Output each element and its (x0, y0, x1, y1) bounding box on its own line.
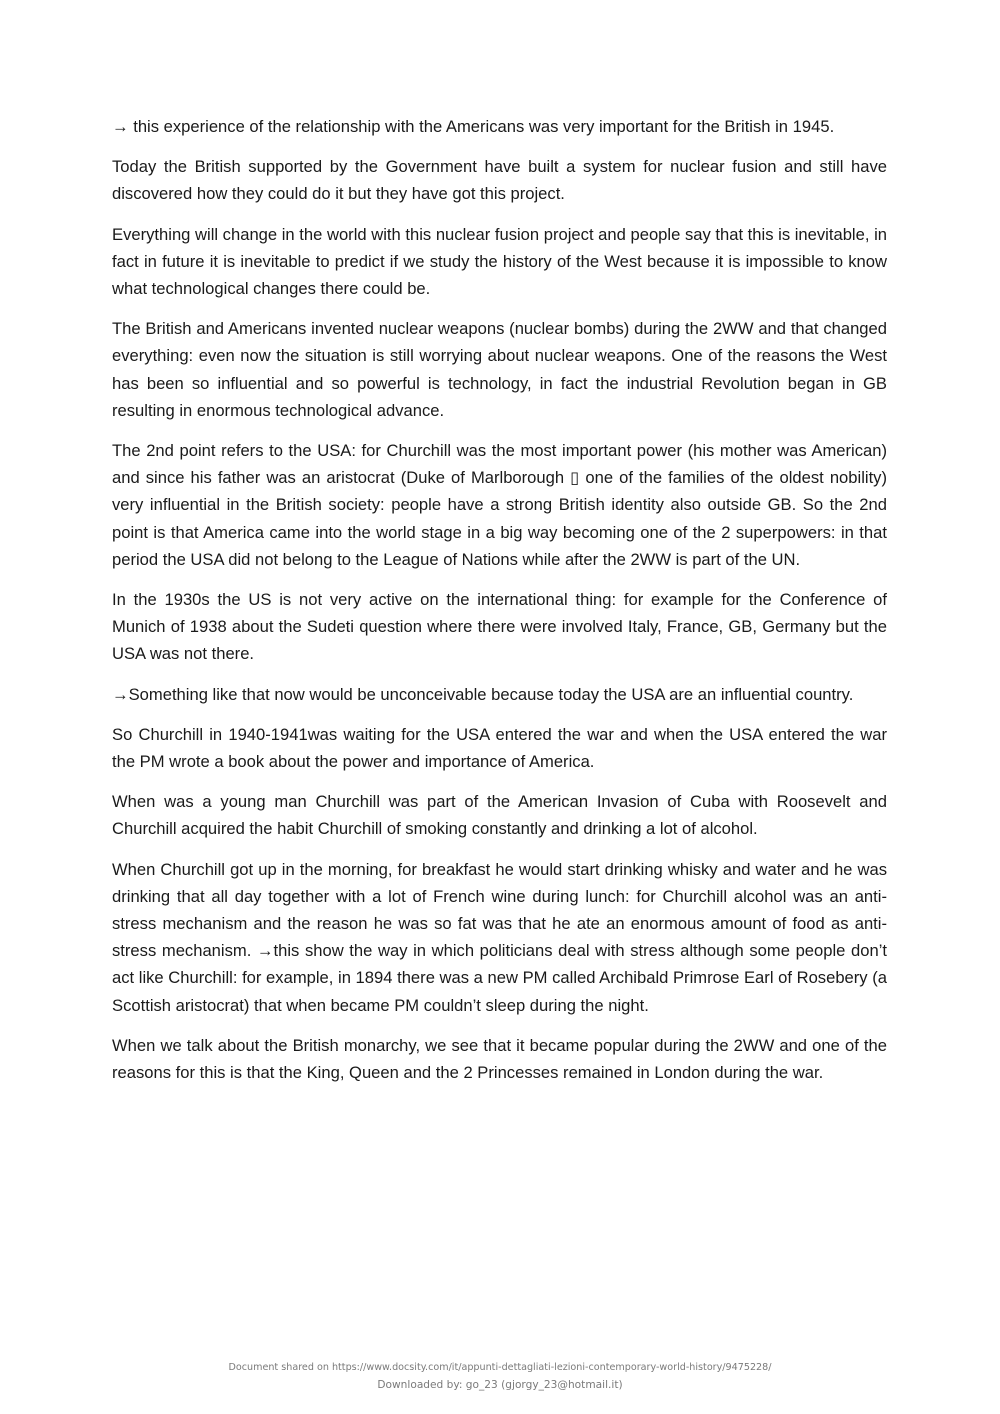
paragraph: Everything will change in the world with this nuclear fusion project and people say that this is inevitable, in fact in future it is inevitable to predict if we study the history of the West because it is impossible to know what technological changes there could be. (112, 224, 887, 299)
paragraph: The 2nd point refers to the USA: for Churchill was the most important power (his mother was American) and since his father was an aristocrat (Duke of Marlborough ▯ one of the families of the oldest nobility) very influential in the British society: people have a strong British identity also outside GB. So the 2nd point is that America came into the world stage in a big way becoming one of the 2 superpowers: in that period the USA did not belong to the League of Nations while after the 2WW is part of the UN. (112, 441, 887, 569)
paragraph: In the 1930s the US is not very active on the international thing: for example for the Conference of Munich of 1938 about the Sudeti question where there were involved Italy, France, GB, Germany but the USA was not there. (112, 590, 887, 664)
paragraph: →Something like that now would be unconceivable because today the USA are an influential country. (112, 684, 854, 704)
paragraph: The British and Americans invented nuclear weapons (nuclear bombs) during the 2WW and that changed everything: even now the situation is still worrying about nuclear weapons. One of the reasons the West has been so influential and so powerful is technology, in fact the industrial Revolution began in GB resulting in enormous technological advance. (112, 319, 887, 420)
document-body (112, 113, 887, 1099)
paragraph: → this experience of the relationship with the Americans was very important for the British in 1945. (112, 117, 835, 136)
footer-shared-link[interactable]: Document shared on https://www.docsity.com/it/appunti-dettagliati-lezioni-contemporary-world-history/9475228/ (228, 1362, 772, 1373)
paragraph: When was a young man Churchill was part of the American Invasion of Cuba with Roosevelt and Churchill acquired the habit Churchill of smoking constantly and drinking a lot of alcohol. (112, 792, 887, 839)
footer-downloaded-by: Downloaded by: go_23 (gjorgy_23@hotmail.it) (377, 1379, 623, 1391)
paragraph: When Churchill got up in the morning, for breakfast he would start drinking whisky and water and he was drinking that all day together with a lot of French wine during lunch: for Churchill alcohol was an anti-stress mechanism and the reason he was so fat was that he ate an enormous amount of food as anti-stress mechanism. →this show the way in which politicians deal with stress although some people don’t act like Churchill: for example, in 1894 there was a new PM called Archibald Primrose Earl of Rosebery (a Scottish aristocrat) that when became PM couldn’t sleep during the night. (112, 859, 887, 1015)
paragraph: When we talk about the British monarchy, we see that it became popular during the 2WW and one of the reasons for this is that the King, Queen and the 2 Princesses remained in London during the war. (112, 1035, 887, 1083)
paragraph: Today the British supported by the Government have built a system for nuclear fusion and still have discovered how they could do it but they have got this project. (112, 157, 887, 204)
paragraph: So Churchill in 1940-1941was waiting for the USA entered the war and when the USA entered the war the PM wrote a book about the power and importance of America. (112, 724, 887, 772)
